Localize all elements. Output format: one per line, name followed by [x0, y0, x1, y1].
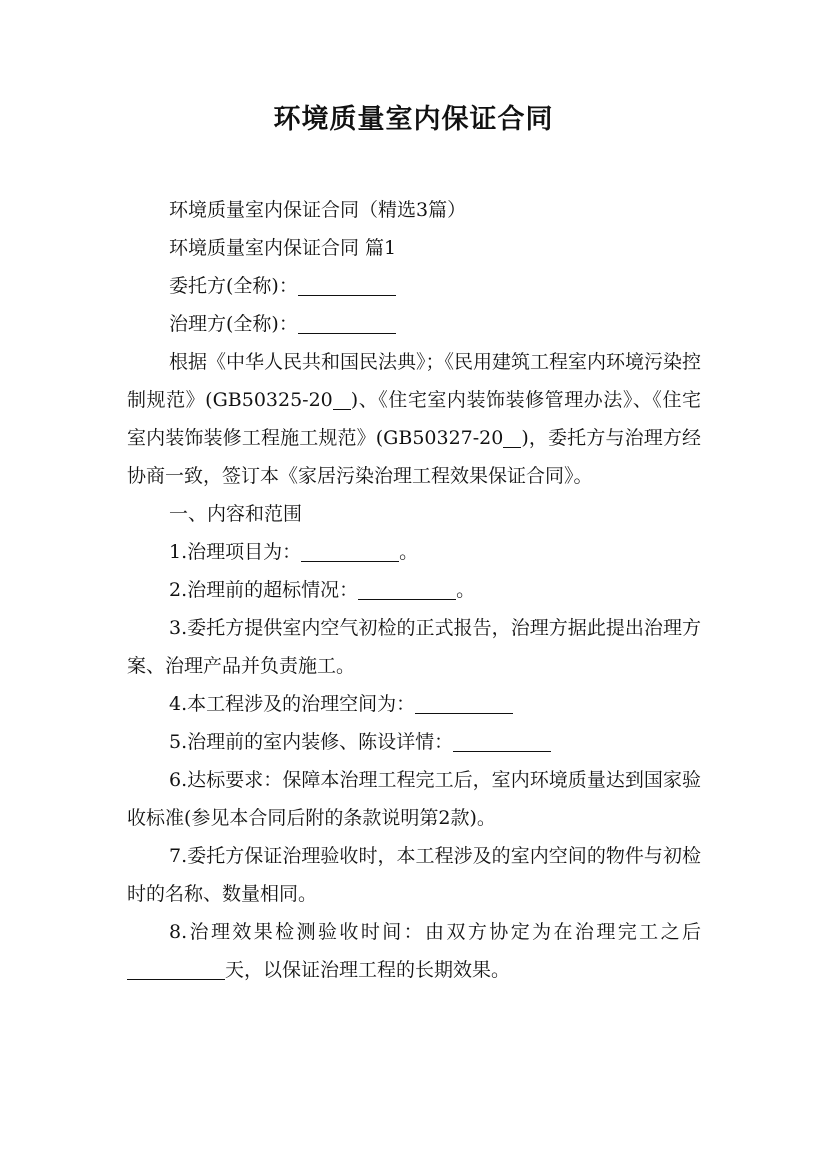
- paragraph-text: 。: [399, 541, 419, 563]
- fill-in-blank: [333, 385, 351, 410]
- paragraph-item-6: [127, 761, 701, 837]
- paragraph-subtitle: [127, 191, 701, 229]
- paragraph-text: 天，以保证治理工程的长期效果。: [225, 959, 511, 981]
- paragraph-text: 环境质量室内保证合同 篇1: [169, 237, 397, 259]
- fill-in-blank: [298, 309, 396, 334]
- paragraph-text: 8.治理效果检测验收时间：由双方协定为在治理完工之后: [169, 921, 701, 943]
- paragraph-text: 一、内容和范围: [169, 503, 303, 525]
- paragraph-text: 环境质量室内保证合同（精选3篇）: [169, 199, 467, 221]
- paragraph-text: 5.治理前的室内装修、陈设详情：: [169, 731, 454, 753]
- fill-in-blank: [298, 271, 396, 296]
- fill-in-blank: [453, 727, 551, 752]
- fill-in-blank: [358, 575, 456, 600]
- document-body: [127, 191, 701, 989]
- paragraph-item-2: [127, 571, 701, 609]
- paragraph-text: 2.治理前的超标情况：: [169, 579, 359, 601]
- fill-in-blank: [127, 955, 225, 980]
- paragraph-item-3: [127, 609, 701, 685]
- paragraph-item-1: [127, 533, 701, 571]
- paragraph-item-7: [127, 837, 701, 913]
- paragraph-contractor: [127, 305, 701, 343]
- paragraph-text: 治理方(全称)：: [169, 313, 298, 335]
- paragraph-text: 4.本工程涉及的治理空间为：: [169, 693, 416, 715]
- paragraph-text: )、《住宅室内装饰装修管理办法》、《住宅室内装饰装修工程施工规范》(GB50327-20: [127, 389, 701, 449]
- paragraph-section-one: [127, 495, 701, 533]
- paragraph-item-4: [127, 685, 701, 723]
- paragraph-text: 。: [456, 579, 476, 601]
- paragraph-text: 根据《中华人民共和国民法典》；《民用建筑工程室内环境污染控制规范》(GB50325-20: [127, 351, 702, 411]
- paragraph-item-8: [127, 913, 701, 989]
- paragraph-text: 7.委托方保证治理验收时，本工程涉及的室内空间的物件与初检时的名称、数量相同。: [127, 845, 701, 905]
- paragraph-section-heading: [127, 229, 701, 267]
- paragraph-text: 6.达标要求：保障本治理工程完工后，室内环境质量达到国家验收标准(参见本合同后附的条款说明第2款)。: [127, 769, 701, 829]
- paragraph-item-5: [127, 723, 701, 761]
- paragraph-text: 委托方(全称)：: [169, 275, 298, 297]
- fill-in-blank: [415, 689, 513, 714]
- paragraph-text: 1.治理项目为：: [169, 541, 302, 563]
- fill-in-blank: [503, 423, 521, 448]
- paragraph-text: )，委托方与治理方经协商一致，签订本《家居污染治理工程效果保证合同》。: [127, 427, 701, 487]
- fill-in-blank: [301, 537, 399, 562]
- paragraph-client: [127, 267, 701, 305]
- paragraph-text: 3.委托方提供室内空气初检的正式报告，治理方据此提出治理方案、治理产品并负责施工。: [127, 617, 701, 677]
- paragraph-basis: [127, 343, 701, 495]
- document-title: 环境质量室内保证合同: [273, 104, 554, 135]
